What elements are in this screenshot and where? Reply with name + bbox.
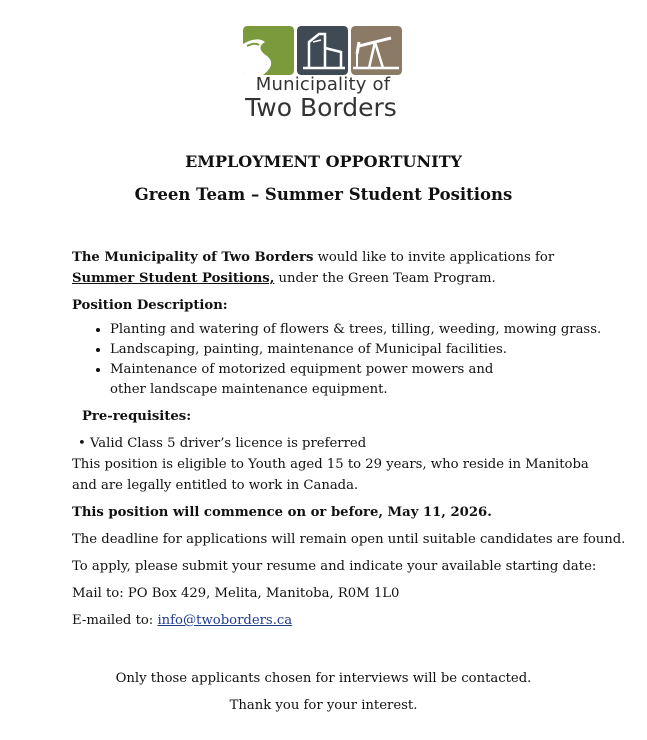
document-body <box>72 247 632 631</box>
intro-text-1: would like to invite applications for <box>313 250 555 265</box>
list-item: • Planting and watering of flowers & trees, tilling, weeding, mowing grass. <box>110 320 632 340</box>
landscape-icon <box>243 26 294 75</box>
commence-date: This position will commence on or before, May 11, 2026. <box>72 505 492 520</box>
grain-elevator-icon <box>297 26 348 75</box>
eligibility-line-2: and are legally entitled to work in Canada. <box>72 478 359 493</box>
eligibility-line-1: This position is eligible to Youth aged 15 to 29 years, who reside in Manitoba <box>72 457 589 472</box>
municipality-logo <box>243 26 403 121</box>
apply-instructions: To apply, please submit your resume and indicate your available starting date: <box>72 559 597 574</box>
footer-notice: Only those applicants chosen for interviews will be contacted. <box>115 671 532 686</box>
org-name: The Municipality of Two Borders <box>72 250 314 265</box>
list-item: • Maintenance of motorized equipment power mowers and other landscape maintenance equipment. <box>110 360 530 400</box>
footer-thanks: Thank you for your interest. <box>229 698 418 713</box>
page-subtitle: Green Team – Summer Student Positions <box>134 185 513 204</box>
positions-text: Summer Student Positions, <box>72 271 275 286</box>
prerequisites-label: Pre-requisites: <box>82 409 192 424</box>
intro-text-2: under the Green Team Program. <box>274 271 496 286</box>
position-description-label: Position Description: <box>72 298 228 313</box>
oil-pump-icon <box>351 26 402 75</box>
prerequisite-item: • Valid Class 5 driver’s licence is preferred <box>78 436 367 451</box>
logo-line-2: Two Borders <box>245 93 397 122</box>
duties-list <box>72 320 632 400</box>
mail-address: Mail to: PO Box 429, Melita, Manitoba, R0M 1L0 <box>72 586 400 601</box>
logo-line-1: Municipality of <box>255 74 391 95</box>
email-line <box>72 610 632 631</box>
logo-icons <box>243 26 403 75</box>
deadline-text: The deadline for applications will remain open until suitable candidates are found. <box>72 532 626 547</box>
page-title: EMPLOYMENT OPPORTUNITY <box>185 152 462 171</box>
email-link[interactable]: info@twoborders.ca <box>157 613 293 628</box>
email-label: E-mailed to: <box>72 613 158 628</box>
list-item: • Landscaping, painting, maintenance of Municipal facilities. <box>110 340 632 360</box>
intro-paragraph <box>72 247 632 289</box>
